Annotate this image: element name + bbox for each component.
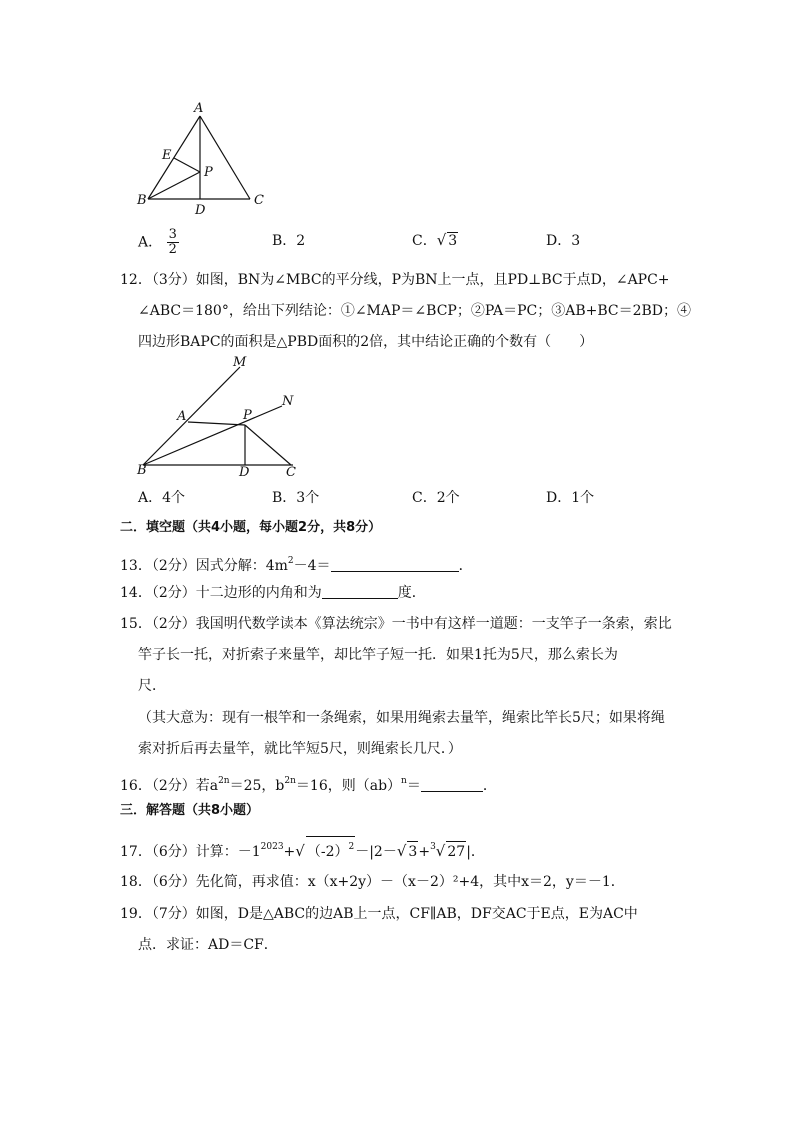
sqrt-symbol: √	[295, 842, 305, 860]
q12-line-3: 四边形BAPC的面积是△PBD面积的2倍，其中结论正确的个数有（ ）	[138, 334, 594, 350]
q12-line-2: ∠ABC＝180°，给出下列结论：①∠MAP＝∠BCP；②PA＝PC；③AB+BC＝2BD；④	[138, 303, 692, 319]
answer-blank	[331, 557, 459, 572]
label-B: B	[137, 193, 147, 208]
label-D: D	[239, 465, 250, 480]
q12-line-1: 12．（3分）如图，BN为∠MBC的平分线，P为BN上一点，且PD⊥BC于点D，∠APC+	[120, 272, 670, 288]
q11-option-b: B．2	[272, 233, 306, 249]
q12-option-a: A．4个	[138, 490, 186, 506]
label-P: P	[204, 165, 213, 180]
label-P: P	[243, 408, 252, 423]
q18: 18．（6分）先化简，再求值：x（x+2y）－（x－2）²+4，其中x＝2，y＝－1．	[120, 874, 625, 890]
q12-option-d: D．1个	[546, 490, 595, 506]
q19-line-1: 19．（7分）如图，D是△ABC的边AB上一点，CF∥AB，DF交AC于E点，E为AC中	[120, 906, 638, 922]
label-A: A	[194, 101, 204, 116]
q11-option-d: D．3	[546, 233, 581, 249]
label-A: A	[177, 409, 187, 424]
figure-q11-triangle	[130, 98, 280, 218]
sqrt-symbol: √	[396, 842, 407, 860]
q12-option-b: B．3个	[272, 490, 320, 506]
q12-option-c: C．2个	[412, 490, 460, 506]
q15-line-2: 竿子长一托，对折索子来量竿，却比竿子短一托．如果1托为5尺，那么索长为	[138, 647, 618, 663]
cube-root-symbol: √	[435, 842, 446, 860]
label-C: C	[286, 465, 296, 480]
label-E: E	[162, 148, 172, 163]
q11-option-a: A． $\frac{3}{2}$	[138, 227, 177, 257]
fraction: $\frac{3}{2}$	[168, 227, 177, 257]
section-heading-solutions: 三．解答题（共8小题）	[120, 803, 260, 818]
label-M: M	[233, 355, 247, 370]
q15-note-1: （其大意为：现有一根竿和一条绳索，如果用绳索去量竿，绳索比竿长5尺；如果将绳	[138, 710, 665, 726]
q16: 16．（2分）若$a^{2n}=25$，$b^{2n}=16$，则（ab）$^n$＝ ．	[120, 776, 497, 794]
answer-blank	[322, 584, 398, 599]
answer-blank	[421, 777, 483, 792]
sqrt-symbol: √	[436, 231, 447, 249]
q15-line-3: 尺．	[138, 678, 166, 694]
q14: 14．（2分）十二边形的内角和为 度．	[120, 585, 426, 601]
figure-q12-angle	[130, 350, 310, 480]
q17: 17．（6分）计算：$-1^{2023}+√$ $(-2)^2-|2-√$ 3+$^3$√ 27|．	[120, 836, 485, 862]
label-D: D	[195, 203, 206, 218]
q15-note-2: 索对折后再去量竿，就比竿短5尺，则绳索长几尺．）	[138, 741, 462, 757]
q15-line-1: 15．（2分）我国明代数学读本《算法统宗》一书中有这样一道题：一支竿子一条索，索比	[120, 616, 672, 632]
q19-line-2: 点．求证：AD＝CF．	[138, 937, 278, 953]
q11-option-c: C．√ 3	[412, 231, 458, 249]
section-heading-fill-in: 二．填空题（共4小题，每小题2分，共8分）	[120, 520, 382, 535]
label-C: C	[254, 193, 264, 208]
label-N: N	[282, 394, 294, 409]
label-B: B	[137, 463, 147, 478]
q13: 13．（2分）因式分解：$4m^2-4=$ ．	[120, 556, 473, 574]
